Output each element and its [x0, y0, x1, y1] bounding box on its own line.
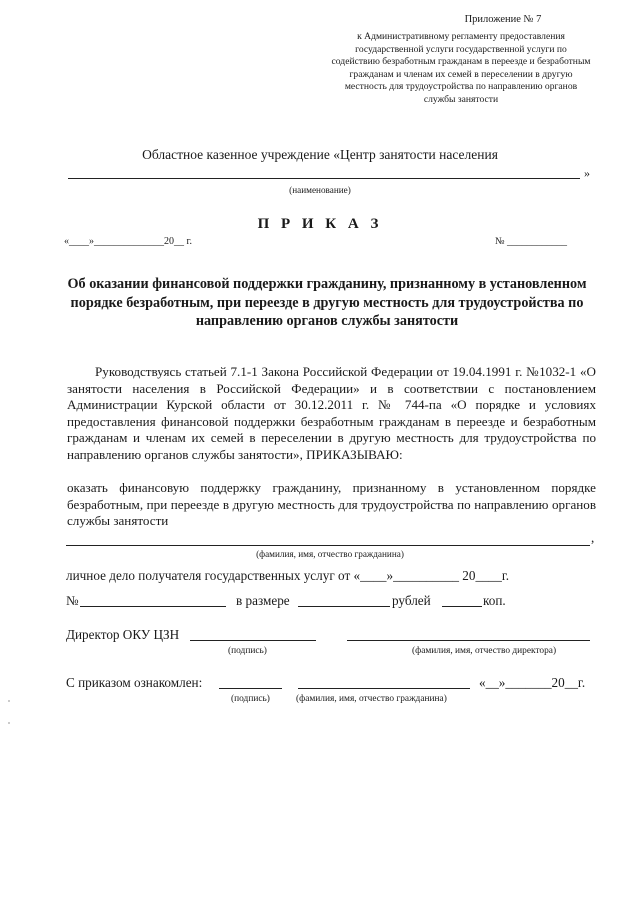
director-signature-line [190, 640, 316, 641]
director-signature-caption: (подпись) [228, 646, 267, 656]
appendix-reference: к Административному регламенту предоставления государственной услуги государственной услуги по содействию безработным гражданам в переезде и безработным гражданам и членам их семей в переселении в другую местность для трудоустройства по направлению органов службы занятости [331, 31, 591, 105]
director-name-line [347, 640, 590, 641]
citizen-comma: , [591, 530, 595, 545]
kopecks-line [442, 606, 482, 607]
director-label: Директор ОКУ ЦЗН [66, 627, 180, 642]
organization-name-line [68, 178, 580, 179]
scan-speck [8, 700, 10, 702]
organization-name: Областное казенное учреждение «Центр занятости населения [142, 147, 498, 162]
order-heading: Об оказании финансовой поддержки гражданину, признанному в установленном порядке безработным, при переезде в другую местность для трудоустройства по направлению органов службы занятости [67, 276, 587, 329]
rubles-label: рублей [392, 593, 431, 608]
order-title: П Р И К А З [257, 216, 383, 232]
kopecks-label: коп. [483, 593, 506, 608]
order-date: «____»______________20__ г. [64, 236, 192, 247]
acquainted-label: С приказом ознакомлен: [66, 675, 203, 690]
acquainted-name-line [298, 688, 470, 689]
amount-prefix: в размере [236, 593, 290, 608]
amount-line [298, 606, 390, 607]
number-prefix: № [66, 593, 79, 608]
acquainted-signature-caption: (подпись) [231, 694, 270, 704]
order-number: № ____________ [495, 236, 568, 247]
citizen-caption: (фамилия, имя, отчество гражданина) [256, 549, 404, 559]
acquainted-signature-line [219, 688, 282, 689]
acquainted-date: «__»_______20__г. [479, 675, 586, 690]
provide-paragraph: оказать финансовую поддержку гражданину, признанному в установленном порядке безработным, при переезде в другую местность для трудоустройства по направлению органов службы занятости [67, 480, 596, 528]
acquainted-name-caption: (фамилия, имя, отчество гражданина) [296, 694, 447, 704]
organization-caption: (наименование) [289, 185, 351, 195]
scan-speck [8, 722, 10, 724]
organization-closing-quote: » [584, 166, 590, 180]
director-name-caption: (фамилия, имя, отчество директора) [412, 646, 557, 656]
citizen-name-line [66, 545, 590, 546]
number-line [80, 606, 226, 607]
basis-paragraph: Руководствуясь статьей 7.1-1 Закона Российской Федерации от 19.04.1991 г. №1032-1 «О занятости населения в Российской Федерации» и в соответствии с постановлением Администрации Курской области от 30.12.2011 г. № 744-па «О порядке и условиях предоставления финансовой поддержки безработным гражданам в переезде и безработным гражданам и членам их семей в переселении в другую местность для трудоустройства по направлению органов службы занятости», ПРИКАЗЫВАЮ: [67, 364, 596, 462]
personal-file-line: личное дело получателя государственных услуг от «____»__________ 20____г. [66, 568, 510, 583]
appendix-title: Приложение № 7 [464, 14, 542, 25]
